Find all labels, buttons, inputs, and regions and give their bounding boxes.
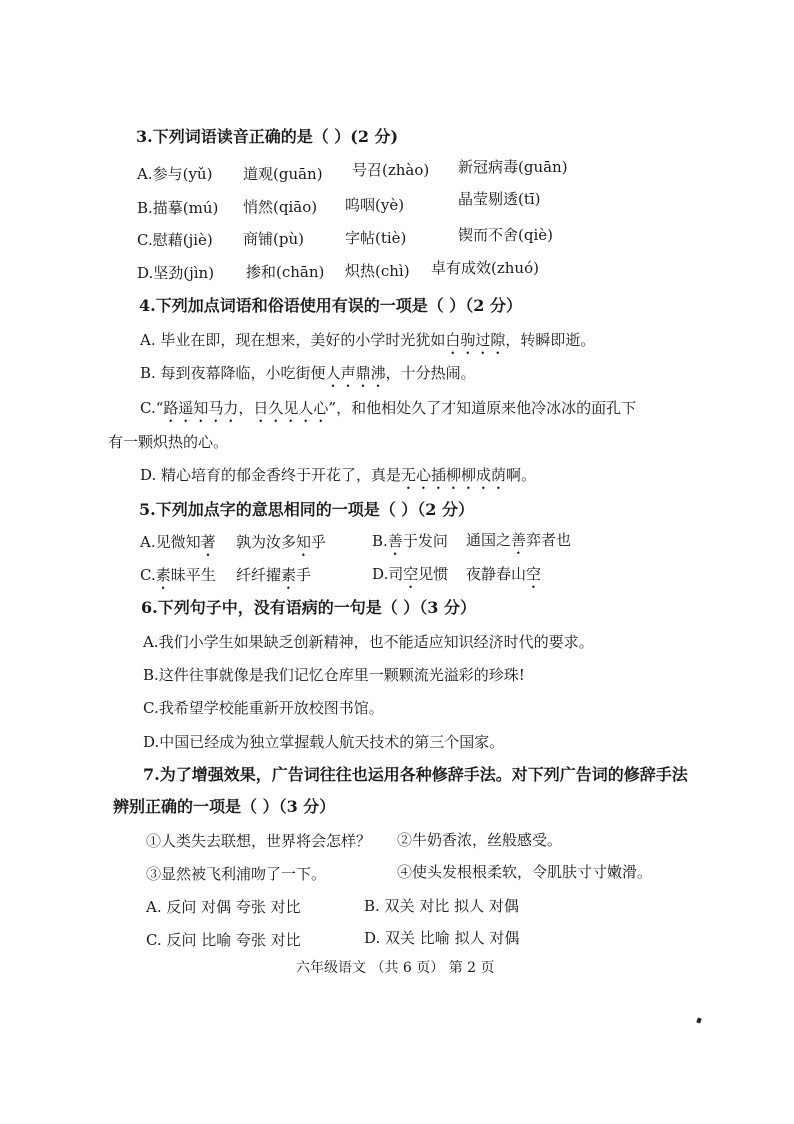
q3-option-c-word-1: C.慰藉(jiè) bbox=[137, 231, 213, 249]
q4-option-a: A. 毕业在即，现在想来，美好的小学时光犹如白驹过隙，转瞬即逝。 bbox=[140, 331, 596, 349]
q7-option-c: C. 反问 比喻 夸张 对比 bbox=[146, 931, 301, 949]
q3-option-b-word-4: 晶莹剔透(tī) bbox=[458, 190, 541, 208]
q7-option-d: D. 双关 比喻 拟人 对偶 bbox=[364, 929, 520, 947]
q5-option-b-first: B.善于发问 bbox=[372, 532, 448, 550]
q6-option-d: D.中国已经成为独立掌握载人航天技术的第三个国家。 bbox=[143, 733, 505, 751]
question-4-title: 4.下列加点词语和俗语使用有误的一项是（ ）（2 分） bbox=[139, 296, 522, 315]
scan-speck bbox=[696, 1017, 701, 1023]
q3-option-a-word-4: 新冠病毒(guān) bbox=[458, 158, 568, 176]
page-footer: 六年级语文 （共 6 页） 第 2 页 bbox=[296, 960, 495, 976]
q4-option-b: B. 每到夜幕降临，小吃街便人声鼎沸，十分热闹。 bbox=[140, 364, 476, 382]
question-6-title: 6.下列句子中，没有语病的一句是（ ）（3 分） bbox=[141, 598, 476, 617]
q7-option-a: A. 反问 对偶 夸张 对比 bbox=[146, 898, 301, 916]
q7-option-b: B. 双关 对比 拟人 对偶 bbox=[364, 897, 519, 915]
q3-option-c-word-2: 商铺(pù) bbox=[243, 230, 304, 248]
q7-ad-2: ②牛奶香浓，丝般感受。 bbox=[397, 831, 563, 849]
q5-option-d-second: 夜静春山空 bbox=[466, 565, 542, 583]
q5-option-c-second: 纤纤擢素手 bbox=[236, 566, 312, 584]
q6-option-a: A.我们小学生如果缺乏创新精神，也不能适应知识经济时代的要求。 bbox=[143, 633, 594, 651]
q3-option-d-word-1: D.坚劲(jìn) bbox=[137, 264, 215, 282]
q6-option-c: C.我希望学校能重新开放校图书馆。 bbox=[143, 699, 384, 717]
question-7-title: 7.为了增强效果，广告词往往也运用各种修辞手法。对下列广告词的修辞手法 bbox=[143, 765, 688, 784]
q3-option-a-word-3: 号召(zhào) bbox=[352, 161, 430, 179]
q3-option-b-word-2: 悄然(qiāo) bbox=[243, 198, 318, 216]
q4-option-d: D. 精心培育的郁金香终于开花了，真是无心插柳柳成荫啊。 bbox=[140, 466, 537, 484]
q3-option-b-word-1: B.描摹(mú) bbox=[137, 199, 219, 217]
q3-option-d-word-3: 炽热(chì) bbox=[345, 262, 410, 280]
q3-option-a-word-2: 道观(guān) bbox=[243, 165, 323, 183]
question-7-title-continued: 辨别正确的一项是（ ）（3 分） bbox=[113, 797, 336, 816]
q5-option-a-first: A.见微知著 bbox=[140, 533, 216, 551]
q3-option-d-word-2: 掺和(chān) bbox=[246, 263, 325, 281]
question-3-title: 3.下列词语读音正确的是（ ）(2 分) bbox=[136, 127, 399, 146]
q3-option-d-word-4: 卓有成效(zhuó) bbox=[431, 259, 539, 277]
q6-option-b: B.这件往事就像是我们记忆仓库里一颗颗流光溢彩的珍珠! bbox=[143, 666, 525, 684]
q5-option-a-second: 孰为汝多知乎 bbox=[236, 533, 327, 551]
q3-option-a-word-1: A.参与(yǔ) bbox=[137, 165, 213, 183]
q3-option-c-word-4: 锲而不舍(qiè) bbox=[458, 226, 553, 244]
q7-ad-1: ①人类失去联想，世界将会怎样？ bbox=[146, 832, 372, 850]
q5-option-b-second: 通国之善弈者也 bbox=[466, 531, 572, 549]
q4-option-c: C.“路遥知马力，日久见人心”，和他相处久了才知道原来他冷冰冰的面孔下 bbox=[140, 399, 637, 417]
q3-option-b-word-3: 呜咽(yè) bbox=[345, 196, 405, 214]
question-5-title: 5.下列加点字的意思相同的一项是（ ）（2 分） bbox=[139, 500, 474, 519]
q5-option-d-first: D.司空见惯 bbox=[372, 565, 449, 583]
q5-option-c-first: C.素昧平生 bbox=[140, 566, 216, 584]
q7-ad-3: ③显然被飞利浦吻了一下。 bbox=[146, 865, 327, 883]
q7-ad-4: ④使头发根根柔软，令肌肤寸寸嫩滑。 bbox=[397, 863, 653, 881]
q4-option-c-continued: 有一颗炽热的心。 bbox=[108, 433, 229, 451]
q3-option-c-word-3: 字帖(tiè) bbox=[345, 229, 407, 247]
